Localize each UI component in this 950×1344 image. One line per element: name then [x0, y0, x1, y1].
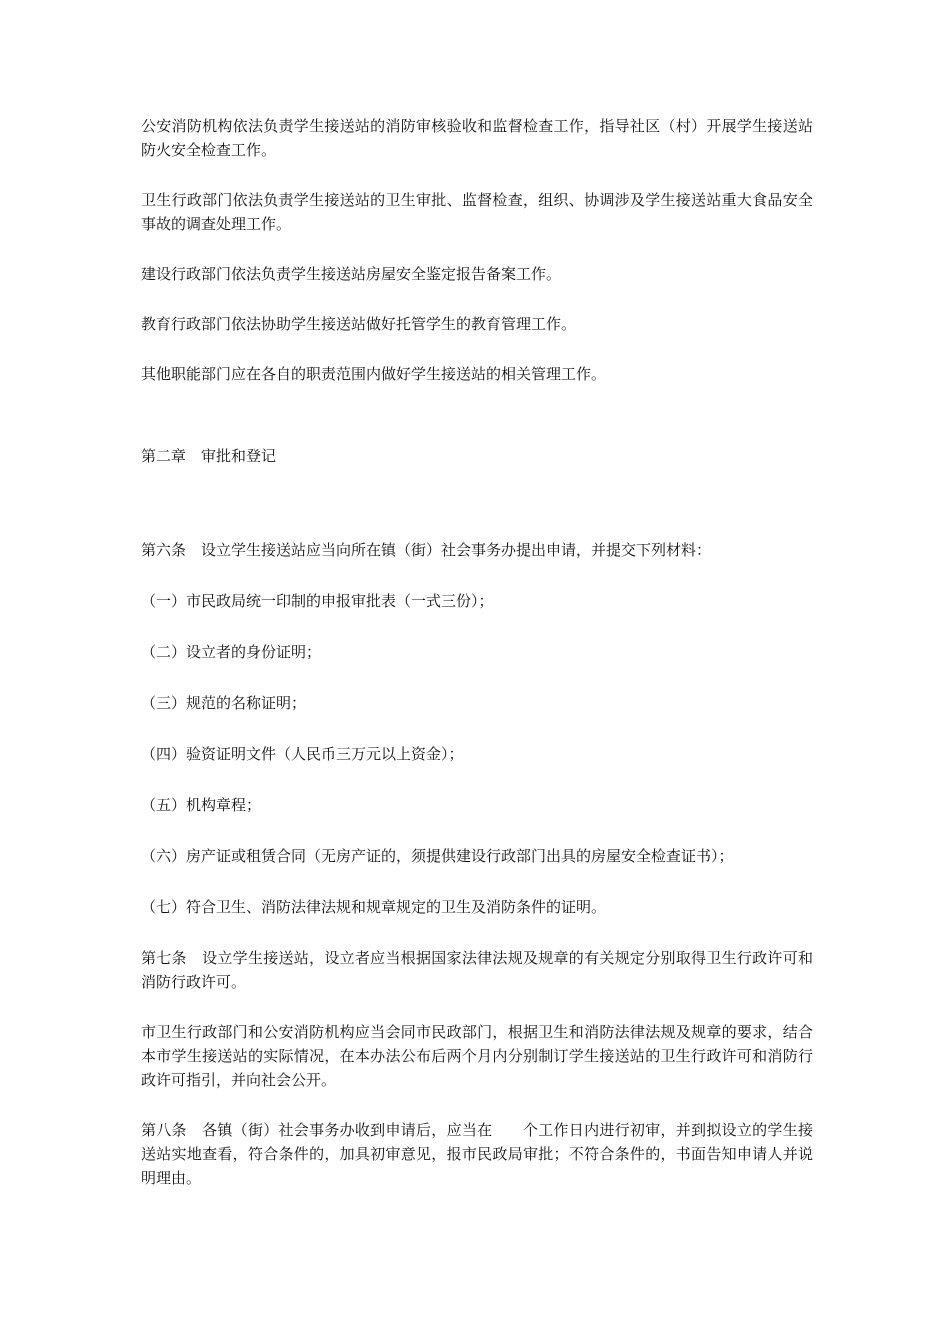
article-7: 第七条 设立学生接送站，设立者应当根据国家法律法规及规章的有关规定分别取得卫生行政许可和消防行政许可。	[141, 949, 813, 991]
article-6-item-2: （二）设立者的身份证明；	[141, 643, 322, 661]
article-6-item-4: （四）验资证明文件（人民币三万元以上资金）；	[141, 745, 464, 763]
article-8: 第八条 各镇（街）社会事务办收到申请后，应当在 个工作日内进行初审，并到拟设立的学生接送站实地查看，符合条件的，加具初审意见，报市民政局审批；不符合条件的，书面告知申请人并说明理由。	[141, 1121, 813, 1187]
article-6-item-5: （五）机构章程；	[141, 796, 262, 814]
paragraph-construction-authority: 建设行政部门依法负责学生接送站房屋安全鉴定报告备案工作。	[141, 265, 562, 283]
paragraph-other-departments: 其他职能部门应在各自的职责范围内做好学生接送站的相关管理工作。	[141, 365, 607, 383]
article-6-item-3: （三）规范的名称证明；	[141, 694, 307, 712]
article-6-intro: 第六条 设立学生接送站应当向所在镇（街）社会事务办提出申请，并提交下列材料：	[141, 541, 712, 559]
paragraph-fire-authority: 公安消防机构依法负责学生接送站的消防审核验收和监督检查工作，指导社区（村）开展学生接送站防火安全检查工作。	[141, 117, 813, 159]
paragraph-education-authority: 教育行政部门依法协助学生接送站做好托管学生的教育管理工作。	[141, 315, 577, 333]
paragraph-health-authority: 卫生行政部门依法负责学生接送站的卫生审批、监督检查，组织、协调涉及学生接送站重大食品安全事故的调查处理工作。	[141, 191, 813, 233]
article-7-followup: 市卫生行政部门和公安消防机构应当会同市民政部门，根据卫生和消防法律法规及规章的要求，结合本市学生接送站的实际情况，在本办法公布后两个月内分别制订学生接送站的卫生行政许可和消防行政许可指引，并向社会公开。	[141, 1023, 813, 1089]
document-body	[141, 114, 813, 1216]
chapter-heading: 第二章 审批和登记	[141, 447, 277, 465]
article-6-item-1: （一）市民政局统一印制的申报审批表（一式三份）；	[141, 592, 494, 610]
article-6-item-6: （六）房产证或租赁合同（无房产证的，须提供建设行政部门出具的房屋安全检查证书）；	[141, 847, 734, 865]
article-6-item-7: （七）符合卫生、消防法律法规和规章规定的卫生及消防条件的证明。	[141, 898, 607, 916]
